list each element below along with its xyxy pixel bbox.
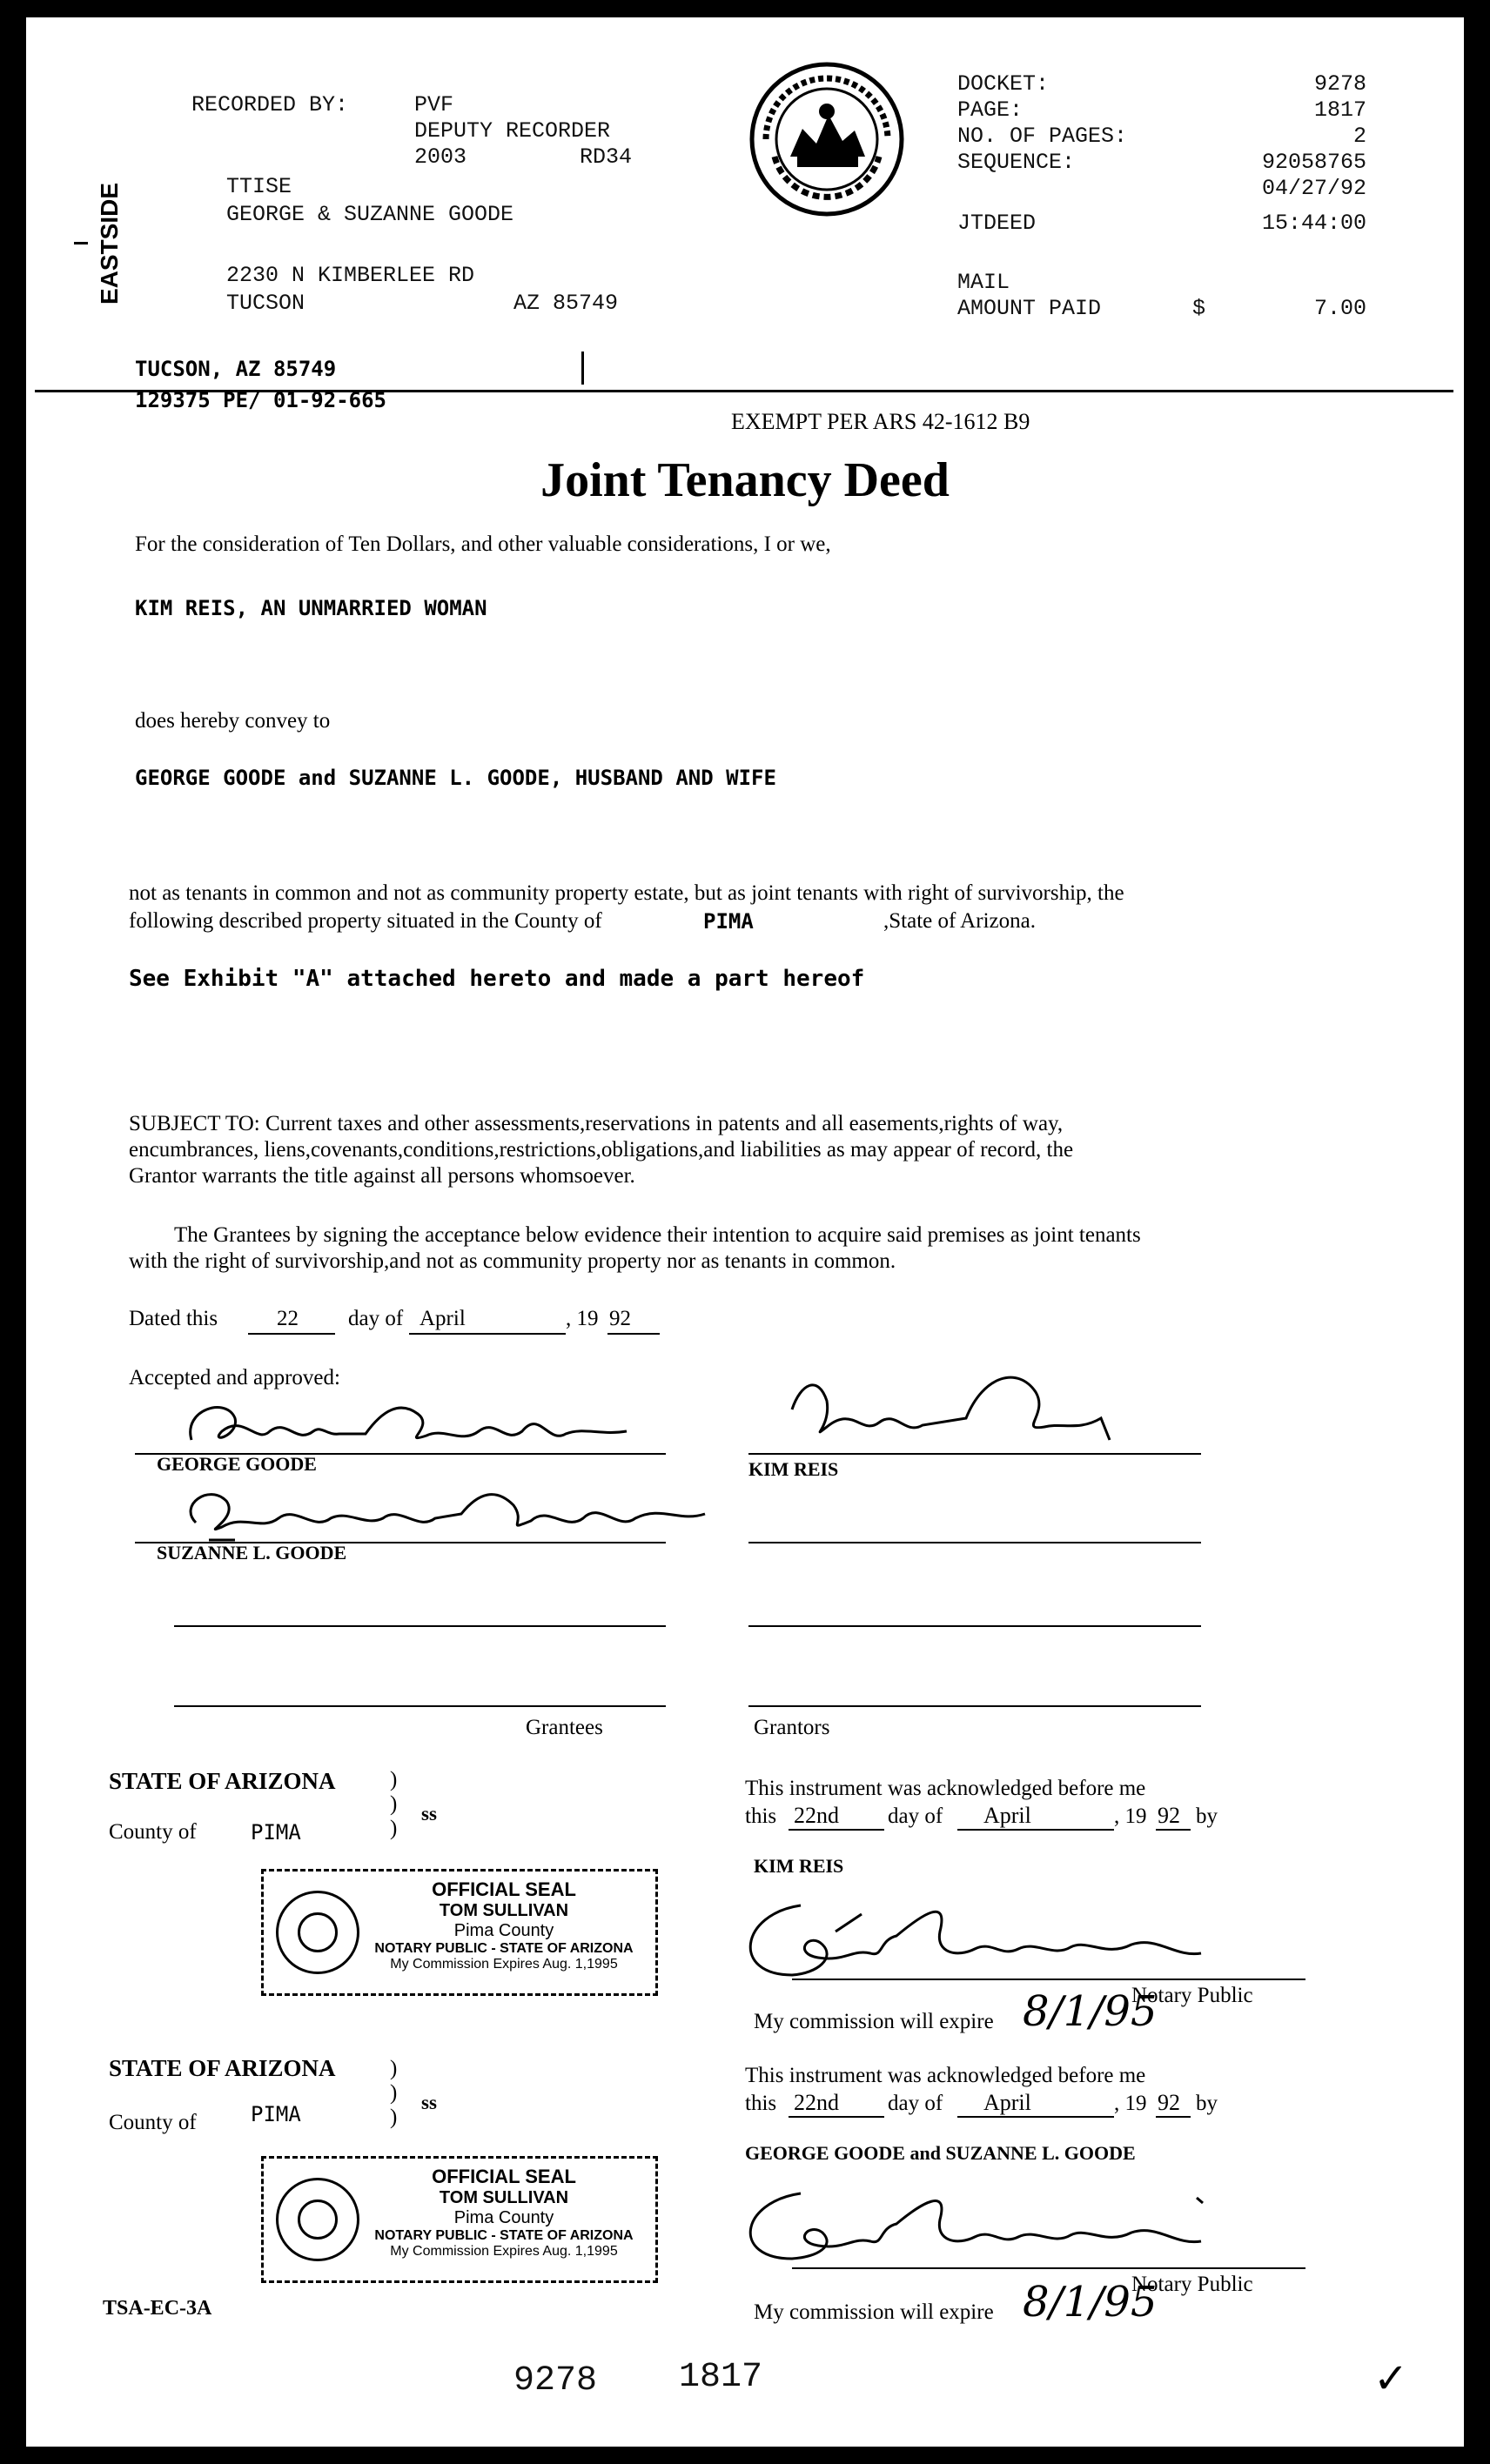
ack1-notary-line [792, 1979, 1305, 1980]
ack1-county-label: County of [109, 1820, 197, 1844]
amount-label: AMOUNT PAID [957, 296, 1102, 321]
county-seal [748, 61, 905, 218]
return-street: 2230 N KIMBERLEE RD [226, 263, 475, 288]
recorded-by-label: RECORDED BY: [191, 92, 349, 117]
ack2-expire-label: My commission will expire [754, 2300, 994, 2324]
dated-label: Dated this [129, 1307, 218, 1330]
ack2-bracket: ) ) ) [390, 2057, 398, 2129]
docket-label: DOCKET: [957, 71, 1050, 97]
ack1-this: this [745, 1804, 777, 1828]
suzanne-name: SUZANNE L. GOODE [157, 1542, 347, 1563]
ack2-expire-value: 8/1/95 [1023, 2278, 1158, 2327]
ack1-seal-line-3: Pima County [453, 1921, 554, 1940]
tenancy-line-2b: ,State of Arizona. [883, 909, 1036, 933]
return-names: GEORGE & SUZANNE GOODE [226, 202, 514, 227]
escrow-city: TUCSON, AZ 85749 [135, 357, 337, 381]
ack2-county-value: PIMA [251, 2102, 301, 2126]
dated-dayof: day of [348, 1307, 404, 1330]
ack2-ss: ss [421, 2092, 437, 2113]
ack1-notary-label: Notary Public [1131, 1984, 1253, 2007]
grantor-blank-line-1 [748, 1542, 1201, 1543]
ack2-name: GEORGE GOODE and SUZANNE L. GOODE [745, 2142, 1136, 2164]
dated-day: 22 [277, 1307, 299, 1330]
escrow-ref: 129375 PE/ 01-92-665 [135, 388, 386, 412]
grantor-blank-line-3 [748, 1705, 1201, 1707]
kim-sign-line [748, 1453, 1201, 1455]
ack2-century: , 19 [1114, 2092, 1147, 2115]
ack1-name: KIM REIS [754, 1855, 844, 1877]
ack1-notary-seal [261, 1869, 658, 1996]
form-code: TSA-EC-3A [103, 2297, 212, 2320]
return-state-zip: AZ 85749 [513, 291, 619, 316]
recorder-code-1: 2003 [414, 144, 467, 170]
recorded-by-value: PVF [414, 92, 454, 117]
footer-docket: 9278 [513, 2361, 598, 2400]
grantees-intent-line-2: with the right of survivorship,and not as community property nor as tenants in common. [129, 1249, 896, 1273]
page-value: 1817 [1313, 97, 1366, 123]
recorder-code-2: RD34 [580, 144, 633, 170]
county-field: PIMA [703, 909, 754, 934]
ack2-county-label: County of [109, 2111, 197, 2134]
consideration-text: For the consideration of Ten Dollars, and other valuable considerations, I or we, [135, 532, 831, 556]
convey-text: does hereby convey to [135, 709, 331, 733]
subject-line-1: SUBJECT TO: Current taxes and other assessments,reservations in patents and all easements,rights of way, [129, 1112, 1064, 1135]
suzanne-signature [174, 1479, 714, 1549]
deed-document [26, 17, 1464, 2447]
ack1-seal-line-4: NOTARY PUBLIC - STATE OF ARIZONA [374, 1941, 634, 1956]
george-name: GEORGE GOODE [157, 1453, 317, 1475]
ack2-notary-label: Notary Public [1131, 2273, 1253, 2296]
deputy-recorder: DEPUTY RECORDER [414, 118, 611, 144]
ack1-day-line [789, 1829, 884, 1831]
ack1-seal-line-2: TOM SULLIVAN [439, 1901, 569, 1920]
escrow-divider [581, 352, 584, 385]
checkmark-icon: ✓ [1373, 2354, 1409, 2403]
ack1-dayof: day of [888, 1804, 943, 1828]
dated-century: , 19 [566, 1307, 599, 1330]
ack1-expire-label: My commission will expire [754, 2010, 994, 2033]
ack1-month-line [957, 1829, 1114, 1831]
ack2-line-1: This instrument was acknowledged before me [745, 2064, 1146, 2087]
ack1-ss: ss [421, 1803, 437, 1825]
docket-value: 9278 [1313, 71, 1366, 97]
grantors-label: Grantors [754, 1716, 830, 1739]
ack2-month-line [957, 2116, 1114, 2118]
ack2-by: by [1196, 2092, 1218, 2115]
record-date: 04/27/92 [1261, 176, 1366, 201]
grantees-label: Grantees [526, 1716, 603, 1739]
accepted-label: Accepted and approved: [129, 1366, 340, 1389]
mail-label: MAIL [957, 270, 1010, 295]
ack1-century: , 19 [1114, 1804, 1147, 1828]
ack2-day: 22nd [794, 2090, 839, 2115]
ack1-year: 92 [1158, 1803, 1180, 1828]
ack1-county-value: PIMA [251, 1820, 301, 1845]
ack2-seal-line-4: NOTARY PUBLIC - STATE OF ARIZONA [374, 2228, 634, 2243]
amount-currency: $ [1192, 296, 1206, 321]
ack2-seal-line-2: TOM SULLIVAN [439, 2188, 569, 2207]
ack1-month: April [983, 1803, 1031, 1828]
grantee-blank-line-2 [174, 1705, 666, 1707]
record-type: JTDEED [957, 211, 1037, 236]
ack2-state: STATE OF ARIZONA [109, 2055, 336, 2081]
george-signature [174, 1392, 661, 1462]
dated-year: 92 [609, 1307, 631, 1330]
ack2-year-line [1156, 2116, 1191, 2118]
grantee-blank-line-1 [174, 1625, 666, 1627]
eastside-stamp: EASTSIDE [96, 182, 123, 305]
return-city: TUCSON [226, 291, 305, 316]
dated-year-line [607, 1333, 660, 1335]
grantor-blank-line-2 [748, 1625, 1201, 1627]
ack2-day-line [789, 2116, 884, 2118]
ack1-bracket: ) ) ) [390, 1768, 398, 1840]
ack2-dayof: day of [888, 2092, 943, 2115]
return-code: TTISE [226, 174, 292, 199]
subject-line-3: Grantor warrants the title against all persons whomsoever. [129, 1164, 635, 1188]
footer-page: 1817 [679, 2358, 763, 2397]
tenancy-line-2: following described property situated in the County of [129, 909, 602, 933]
exhibit-reference: See Exhibit "A" attached hereto and made a part hereof [129, 966, 865, 992]
dated-month: April [419, 1307, 466, 1330]
ack2-seal-line-5: My Commission Expires Aug. 1,1995 [390, 2244, 618, 2259]
subject-line-2: encumbrances, liens,covenants,conditions,restrictions,obligations,and liabilities as may appear of record, the [129, 1138, 1074, 1162]
ack2-this: this [745, 2092, 777, 2115]
ack1-by: by [1196, 1804, 1218, 1828]
sequence-value: 92058765 [1261, 150, 1366, 175]
grantees-name: GEORGE GOODE and SUZANNE L. GOODE, HUSBAND AND WIFE [135, 766, 776, 790]
kim-signature [757, 1357, 1123, 1462]
ack1-expire-value: 8/1/95 [1023, 1987, 1158, 2036]
dated-day-line [248, 1333, 335, 1335]
ack2-year: 92 [1158, 2090, 1180, 2115]
record-time: 15:44:00 [1261, 211, 1366, 236]
ack1-seal-line-5: My Commission Expires Aug. 1,1995 [390, 1957, 618, 1972]
kim-name: KIM REIS [748, 1458, 839, 1480]
tenancy-line-1: not as tenants in common and not as community property estate, but as joint tenants with right of survivorship, the [129, 881, 1124, 905]
amount-value: 7.00 [1313, 296, 1366, 321]
ack2-seal-emblem-icon [276, 2178, 359, 2261]
ack1-line-1: This instrument was acknowledged before me [745, 1777, 1146, 1800]
deed-title: Joint Tenancy Deed [540, 453, 950, 507]
page-label: PAGE: [957, 97, 1024, 123]
ack1-year-line [1156, 1829, 1191, 1831]
ack2-notary-line [792, 2267, 1305, 2269]
ack2-seal-line-3: Pima County [453, 2208, 554, 2227]
margin-dash [74, 242, 88, 244]
ack1-state: STATE OF ARIZONA [109, 1768, 336, 1794]
ack1-day: 22nd [794, 1803, 839, 1828]
ack1-notary-signature [722, 1879, 1210, 2001]
grantor-name: KIM REIS, AN UNMARRIED WOMAN [135, 596, 487, 620]
sequence-label: SEQUENCE: [957, 150, 1076, 175]
ack1-seal-emblem-icon [276, 1891, 359, 1974]
ack1-seal-line-1: OFFICIAL SEAL [432, 1878, 576, 1900]
exempt-note: EXEMPT PER ARS 42-1612 B9 [731, 409, 1030, 434]
pages-label: NO. OF PAGES: [957, 124, 1128, 149]
pages-value: 2 [1352, 124, 1366, 149]
grantees-intent-line-1: The Grantees by signing the acceptance below evidence their intention to acquire said premises as joint tenants [174, 1223, 1141, 1247]
ack2-seal-line-1: OFFICIAL SEAL [432, 2166, 576, 2187]
dated-month-line [409, 1333, 566, 1335]
ack2-notary-seal [261, 2156, 658, 2283]
ack2-month: April [983, 2090, 1031, 2115]
